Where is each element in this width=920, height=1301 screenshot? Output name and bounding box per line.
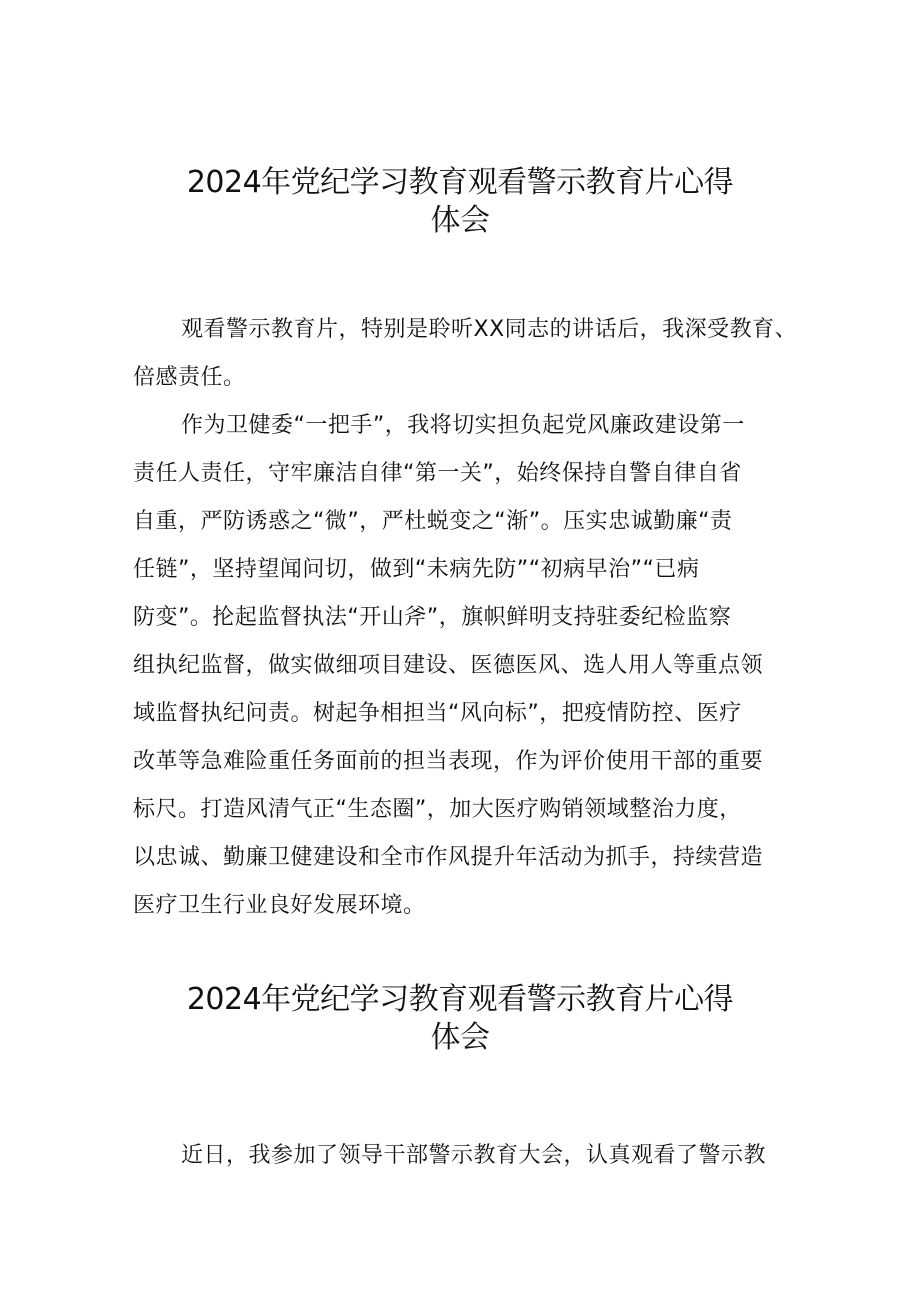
title-line: 2024年党纪学习教育观看警示教育片心得 — [186, 982, 734, 1017]
paragraph-line: 近日，我参加了领导干部警示教育大会，认真观看了警示教 — [181, 1143, 767, 1168]
paragraph-line: 医疗卫生行业良好发展环境。 — [133, 893, 426, 918]
document-title — [130, 164, 790, 240]
paragraph — [133, 402, 793, 930]
paragraph-line: 改革等急难险重任务面前的担当表现，作为评价使用干部的重要 — [133, 749, 764, 774]
paragraph-line: 作为卫健委“一把手”，我将切实担负起党风廉政建设第一 — [181, 413, 745, 438]
paragraph — [133, 1132, 793, 1180]
paragraph-line: 自重，严防诱惑之“微”，严杜蜕变之“渐”。压实忠诚勤廉“责 — [133, 509, 733, 534]
document-title — [130, 981, 790, 1057]
title-line: 2024年党纪学习教育观看警示教育片心得 — [186, 165, 734, 200]
title-line: 体会 — [430, 203, 490, 238]
paragraph — [133, 306, 798, 402]
title-line: 体会 — [430, 1020, 490, 1055]
paragraph-line: 防变”。抡起监督执法“开山斧”，旗帜鲜明支持驻委纪检监察 — [133, 605, 732, 630]
paragraph-line: 任链”，坚持望闻问切，做到“未病先防”“初病早治”“已病 — [133, 557, 700, 582]
paragraph-line: 域监督执纪问责。树起争相担当“风向标”，把疫情防控、医疗 — [133, 701, 742, 726]
paragraph-line: 以忠诚、勤廉卫健建设和全市作风提升年活动为抓手，持续营造 — [133, 845, 764, 870]
paragraph-line: 标尺。打造风清气正“生态圈”，加大医疗购销领域整治力度， — [133, 797, 742, 822]
paragraph-line: 组执纪监督，做实做细项目建设、医德医风、选人用人等重点领 — [133, 653, 764, 678]
paragraph-line: 观看警示教育片，特别是聆听XX同志的讲话后，我深受教育、 — [181, 317, 798, 342]
paragraph-line: 责任人责任，守牢廉洁自律“第一关”，始终保持自警自律自省 — [133, 461, 742, 486]
paragraph-line: 倍感责任。 — [133, 365, 246, 390]
